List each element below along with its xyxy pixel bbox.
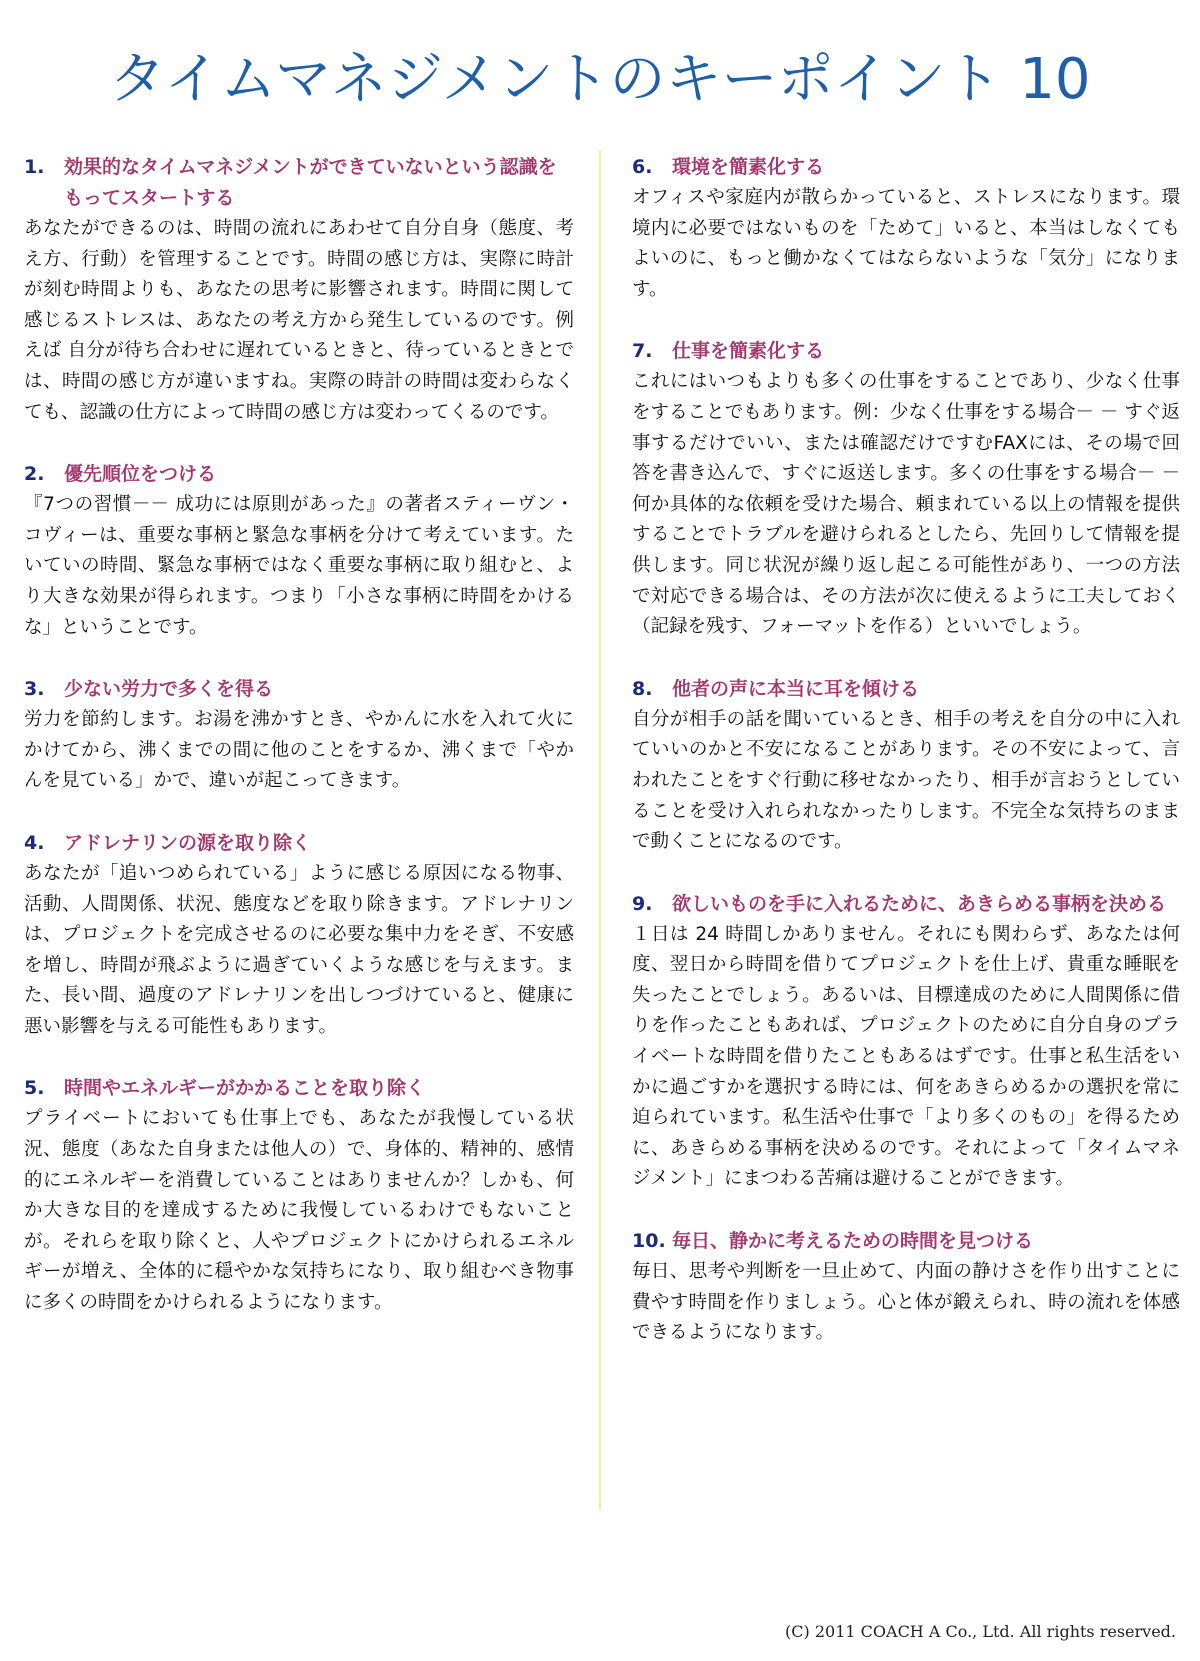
right-column — [632, 152, 1180, 1380]
section-5 — [24, 1073, 574, 1318]
section-title: 効果的なタイムマネジメントができていないという認識をもってスタートする — [64, 156, 557, 209]
section-body: あなたができるのは、時間の流れにあわせて自分自身（態度、考え方、行動）を管理することです。時間の感じ方は、実際に時計が刻む時間よりも、あなたの思考に影響されます。時間に関して感じるストレスは、あなたの考え方から発生しているのです。例えば 自分が待ち合わせに遅れているときと、待っているときとでは、時間の感じ方が違いますね。実際の時計の時間は変わらなくても、認識の仕方によって時間の感じ方は変わってくるのです。 — [24, 218, 574, 423]
section-10 — [632, 1226, 1180, 1349]
section-title: 仕事を簡素化する — [672, 340, 825, 363]
section-heading — [24, 1073, 574, 1104]
section-number: 6. — [632, 156, 653, 178]
copyright-notice: (C) 2011 COACH A Co., Ltd. All rights reserved. — [785, 1622, 1176, 1641]
section-number: 7. — [632, 340, 653, 363]
section-heading — [632, 336, 1180, 367]
column-divider — [599, 150, 601, 1510]
section-title: 欲しいものを手に入れるために、あきらめる事柄を決める — [672, 892, 1167, 915]
section-body: 労力を節約します。お湯を沸かすとき、やかんに水を入れて火にかけてから、沸くまでの間に他のことをするか、沸くまで「やかんを見ている」かで、違いが起こってきます。 — [24, 709, 574, 792]
section-3 — [24, 674, 574, 797]
section-body: 毎日、思考や判断を一旦止めて、内面の静けさを作り出すことに費やす時間を作りましょう。心と体が鍛えられ、時の流れを体感できるようになります。 — [632, 1261, 1180, 1344]
section-body: オフィスや家庭内が散らかっていると、ストレスになります。環境内に必要ではないものを「ためて」いると、本当はしなくてもよいのに、もっと働かなくてはならないような「気分」になります。 — [632, 187, 1180, 300]
section-4 — [24, 828, 574, 1043]
section-7 — [632, 336, 1180, 642]
section-number: 5. — [24, 1077, 45, 1100]
section-6 — [632, 152, 1180, 305]
section-number: 3. — [24, 678, 45, 701]
section-number: 8. — [632, 677, 653, 700]
section-number: 9. — [632, 892, 653, 915]
section-8 — [632, 674, 1180, 858]
section-heading — [632, 889, 1180, 920]
section-9 — [632, 889, 1180, 1195]
section-title: アドレナリンの源を取り除く — [64, 831, 312, 854]
page-title: タイムマネジメントのキーポイント 10 — [109, 47, 1091, 112]
section-body: 『7つの習慣－－ 成功には原則があった』の著者スティーヴン・コヴィーは、重要な事柄と緊急な事柄を分けて考えています。たいていの時間、緊急な事柄ではなく重要な事柄に取り組むと、より大きな効果が得られます。つまり「小さな事柄に時間をかけるな」ということです。 — [24, 494, 574, 638]
section-number: 10. — [632, 1230, 666, 1253]
section-title: 他者の声に本当に耳を傾ける — [672, 677, 920, 700]
section-title: 少ない労力で多くを得る — [64, 678, 274, 701]
section-heading — [24, 828, 574, 859]
section-title: 毎日、静かに考えるための時間を見つける — [672, 1230, 1034, 1253]
section-body: 自分が相手の話を聞いているとき、相手の考えを自分の中に入れていいのかと不安になることがあります。その不安によって、言われたことをすぐ行動に移せなかったり、相手が言おうとしていることを受け入れられなかったりします。不完全な気持ちのままで動くことになるのです。 — [632, 708, 1180, 853]
section-title: 優先順位をつける — [64, 463, 217, 486]
section-2 — [24, 459, 574, 643]
section-body: プライベートにおいても仕事上でも、あなたが我慢している状況、態度（あなた自身または他人の）で、身体的、精神的、感情的にエネルギーを消費していることはありませんか？しかも、何か大きな目的を達成するために我慢しているわけでもないことが。それらを取り除くと、人やプロジェクトにかけられるエネルギーが増え、全体的に穏やかな気持ちになり、取り組むべき物事に多くの時間をかけられるようになります。 — [24, 1108, 574, 1314]
section-heading — [24, 459, 574, 490]
section-number: 2. — [24, 463, 45, 486]
section-1 — [24, 152, 574, 428]
section-title: 環境を簡素化する — [672, 156, 825, 178]
section-number: 1. — [24, 156, 45, 178]
section-heading — [632, 674, 1180, 705]
section-title: 時間やエネルギーがかかることを取り除く — [64, 1077, 426, 1100]
section-heading — [24, 674, 574, 705]
section-body: あなたが「追いつめられている」ように感じる原因になる物事、活動、人間関係、状況、態度などを取り除きます。アドレナリンは、プロジェクトを完成させるのに必要な集中力をそぎ、不安感を増し、時間が飛ぶように過ぎていくような感じを与えます。また、長い間、過度のアドレナリンを出しつづけていると、健康に悪い影響を与える可能性もあります。 — [24, 862, 574, 1037]
section-heading — [24, 152, 574, 214]
left-column — [24, 152, 574, 1350]
section-heading — [632, 152, 1180, 183]
section-body: これにはいつもよりも多くの仕事をすることであり、少なく仕事をすることでもあります。例：少なく仕事をする場合－ － すぐ返事するだけでいい、または確認だけですむFAXには、その場で回答を書き込んで、すぐに返送します。多くの仕事をする場合－ － 何か具体的な依頼を受けた場合、頼まれている以上の情報を提供することでトラブルを避けられるとしたら、先回りして情報を提供します。同じ状況が繰り返し起こる可能性があり、一つの方法で対応できる場合は、その方法が次に使えるように工夫しておく（記録を残す、フォーマットを作る）といいでしょう。 — [632, 371, 1180, 638]
section-heading — [632, 1226, 1180, 1257]
section-number: 4. — [24, 831, 45, 854]
section-body: １日は 24 時間しかありません。それにも関わらず、あなたは何度、翌日から時間を借りてプロジェクトを仕上げ、貴重な睡眠を失ったことでしょう。あるいは、目標達成のために人間関係に借りを作ったこともあれば、プロジェクトのために自分自身のプライベートな時間を借りたこともあるはずです。仕事と私生活をいかに過ごすかを選択する時には、何をあきらめるかの選択を常に迫られています。私生活や仕事で「より多くのもの」を得るために、あきらめる事柄を決めるのです。それによって「タイムマネジメント」にまつわる苦痛は避けることができます。 — [632, 923, 1180, 1190]
